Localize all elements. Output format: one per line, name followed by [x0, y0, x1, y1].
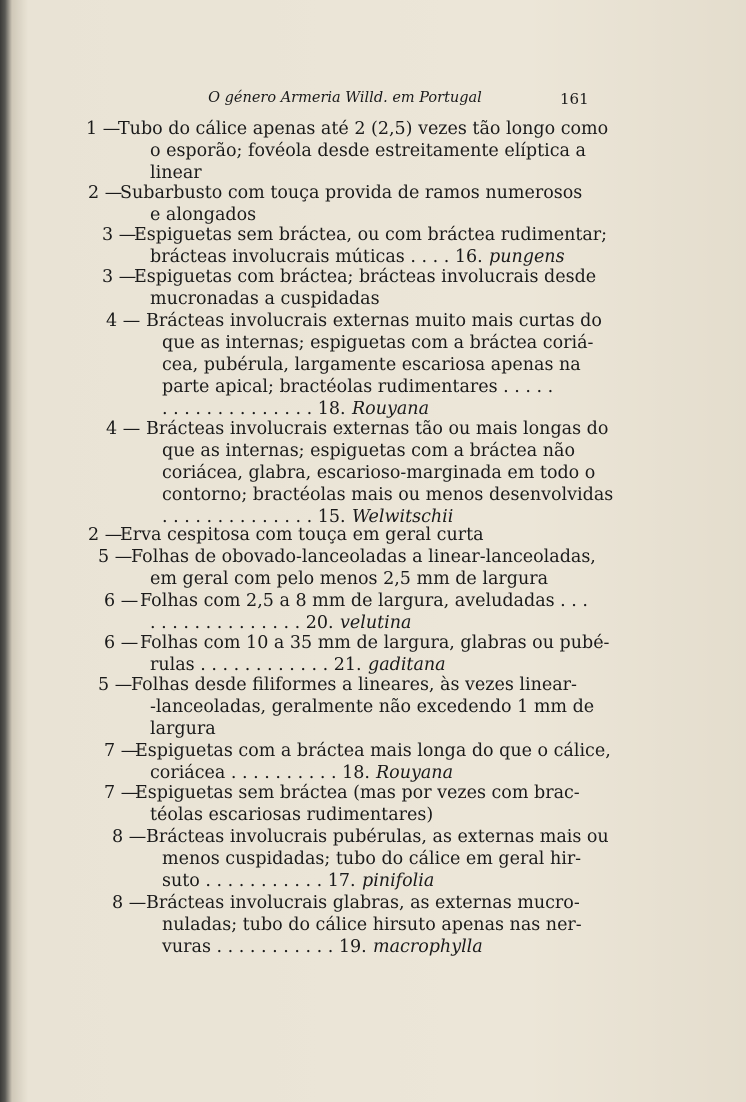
key-text: Espiguetas com bráctea; brácteas involucrais desde — [134, 267, 597, 287]
key-line — [0, 288, 746, 310]
key-text: nuladas; tubo do cálice hirsuto apenas nas ner- — [162, 915, 582, 935]
key-line — [0, 782, 746, 804]
key-line — [0, 762, 746, 784]
species-name: Welwitschii — [352, 507, 454, 527]
key-text: e alongados — [150, 205, 257, 225]
key-text: que as internas; espiguetas com a bráctea coriá- — [162, 333, 594, 353]
key-line — [0, 376, 746, 398]
running-title: O género Armeria Willd. em Portugal — [208, 90, 482, 106]
couplet-number: 6 — — [104, 591, 139, 611]
key-text: mucronadas a cuspidadas — [150, 289, 380, 309]
species-name: Rouyana — [376, 763, 454, 783]
key-line — [0, 418, 746, 440]
couplet-number: 7 — — [104, 741, 139, 761]
key-line — [0, 204, 746, 226]
key-text: largura — [150, 719, 216, 739]
key-text: Folhas de obovado-lanceoladas a linear-lanceoladas, — [131, 547, 596, 567]
key-text: coriácea . . . . . . . . . . 18. — [150, 763, 370, 783]
key-line — [0, 674, 746, 696]
key-line — [0, 484, 746, 506]
key-line — [0, 398, 746, 420]
species-name: pinifolia — [362, 871, 435, 891]
species-name: macrophylla — [373, 937, 483, 957]
key-line — [0, 246, 746, 268]
key-line — [0, 632, 746, 654]
key-line — [0, 354, 746, 376]
key-text: Tubo do cálice apenas até 2 (2,5) vezes tão longo como — [118, 119, 609, 139]
couplet-number: 3 — — [102, 225, 137, 245]
key-text: . . . . . . . . . . . . . . 15. — [162, 507, 346, 527]
couplet-number: 4 — — [106, 419, 141, 439]
key-line — [0, 224, 746, 246]
couplet-number: 3 — — [102, 267, 137, 287]
key-text: Erva cespitosa com touça em geral curta — [120, 525, 484, 545]
key-text: téolas escariosas rudimentares) — [150, 805, 434, 825]
key-text: menos cuspidadas; tubo do cálice em geral hir- — [162, 849, 582, 869]
key-text: o esporão; fovéola desde estreitamente elíptica a — [150, 141, 586, 161]
key-line — [0, 804, 746, 826]
key-text: Subarbusto com touça provida de ramos numerosos — [120, 183, 583, 203]
key-line — [0, 568, 746, 590]
key-text: Folhas desde filiformes a lineares, às vezes linear- — [131, 675, 577, 695]
key-text: coriácea, glabra, escarioso-marginada em todo o — [162, 463, 596, 483]
key-line — [0, 740, 746, 762]
key-text: Brácteas involucrais externas tão ou mais longas do — [146, 419, 609, 439]
couplet-number: 4 — — [106, 311, 141, 331]
key-text: . . . . . . . . . . . . . . 20. — [150, 613, 334, 633]
key-text: brácteas involucrais múticas . . . . 16. — [150, 247, 483, 267]
key-line — [0, 914, 746, 936]
key-text: Espiguetas com a bráctea mais longa do que o cálice, — [135, 741, 611, 761]
key-line — [0, 870, 746, 892]
key-text: . . . . . . . . . . . . . . 18. — [162, 399, 346, 419]
key-text: cea, pubérula, largamente escariosa apenas na — [162, 355, 581, 375]
key-line — [0, 546, 746, 568]
key-text: suto . . . . . . . . . . . 17. — [162, 871, 356, 891]
key-line — [0, 696, 746, 718]
key-line — [0, 826, 746, 848]
key-text: contorno; bractéolas mais ou menos desenvolvidas — [162, 485, 614, 505]
key-line — [0, 266, 746, 288]
species-name: Rouyana — [352, 399, 430, 419]
key-text: Brácteas involucrais glabras, as externas mucro- — [146, 893, 580, 913]
key-text: que as internas; espiguetas com a bráctea não — [162, 441, 576, 461]
key-text: Folhas com 2,5 a 8 mm de largura, aveludadas . . . — [140, 591, 588, 611]
couplet-number: 8 — — [112, 893, 147, 913]
key-text: Brácteas involucrais pubérulas, as externas mais ou — [146, 827, 609, 847]
key-text: Espiguetas sem bráctea (mas por vezes com brac- — [135, 783, 580, 803]
key-text: rulas . . . . . . . . . . . . 21. — [150, 655, 362, 675]
couplet-number: 2 — — [88, 183, 123, 203]
key-line — [0, 162, 746, 184]
key-line — [0, 936, 746, 958]
key-line — [0, 440, 746, 462]
couplet-number: 8 — — [112, 827, 147, 847]
couplet-number: 5 — — [98, 547, 133, 567]
page-number: 161 — [560, 90, 589, 108]
couplet-number: 1 — — [86, 119, 121, 139]
couplet-number: 6 — — [104, 633, 139, 653]
couplet-number: 2 — — [88, 525, 123, 545]
key-text: Espiguetas sem bráctea, ou com bráctea rudimentar; — [134, 225, 608, 245]
key-line — [0, 310, 746, 332]
key-line — [0, 462, 746, 484]
key-text: parte apical; bractéolas rudimentares . . . . . — [162, 377, 554, 397]
key-line — [0, 590, 746, 612]
key-line — [0, 718, 746, 740]
key-line — [0, 118, 746, 140]
key-text: Brácteas involucrais externas muito mais curtas do — [146, 311, 602, 331]
couplet-number: 7 — — [104, 783, 139, 803]
key-line — [0, 140, 746, 162]
species-name: velutina — [340, 613, 412, 633]
key-line — [0, 892, 746, 914]
key-line — [0, 182, 746, 204]
species-name: gaditana — [368, 655, 446, 675]
key-text: em geral com pelo menos 2,5 mm de largura — [150, 569, 549, 589]
key-text: linear — [150, 163, 202, 183]
key-line — [0, 524, 746, 546]
key-line — [0, 612, 746, 634]
key-text: Folhas com 10 a 35 mm de largura, glabras ou pubé- — [140, 633, 610, 653]
key-line — [0, 654, 746, 676]
species-name: pungens — [489, 247, 565, 267]
key-text: vuras . . . . . . . . . . . 19. — [162, 937, 367, 957]
key-line — [0, 332, 746, 354]
key-line — [0, 848, 746, 870]
key-text: -lanceoladas, geralmente não excedendo 1 mm de — [150, 697, 595, 717]
couplet-number: 5 — — [98, 675, 133, 695]
